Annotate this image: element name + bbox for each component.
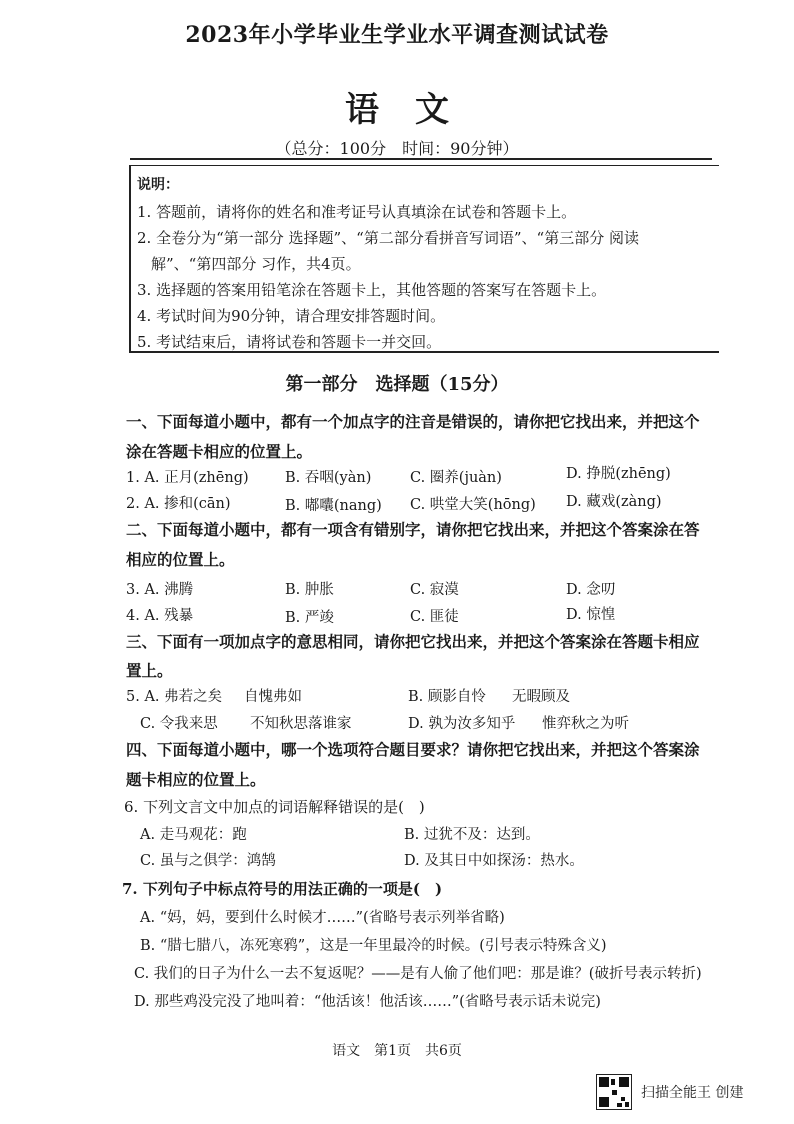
q2-option-c: C. 哄堂大笑(hōng): [410, 497, 536, 513]
q7-stem: 7. 下列句子中标点符号的用法正确的一项是( ): [122, 880, 443, 898]
qr-code-icon: [596, 1074, 632, 1110]
q1-option-a: 1. A. 正月(zhēng): [126, 470, 249, 486]
q4-option-c: C. 匪徒: [410, 609, 459, 625]
q2-option-a: 2. A. 掺和(cān): [126, 496, 231, 512]
q7-option-c: C. 我们的日子为什么一去不复返呢？——是有人偷了他们吧：那是谁？(破折号表示转折): [134, 966, 702, 982]
instructions-heading: 说明：: [137, 177, 179, 193]
subject-title: 语文: [345, 90, 485, 130]
q2-option-d: D. 藏戏(zàng): [566, 494, 662, 510]
q1-option-d: D. 挣脱(zhēng): [566, 466, 671, 482]
section-title: 第一部分 选择题（15分）: [285, 374, 509, 395]
page-footer: 语文 第1页 共6页: [332, 1043, 462, 1059]
q5-option-d-pair: 惟弈秋之为听: [542, 716, 629, 732]
q2-instruction: 二、下面每道小题中，都有一项含有错别字，请你把它找出来，并把这个答案涂在答: [126, 520, 700, 539]
instructions-box: [129, 165, 719, 353]
instruction-item: 5. 考试结束后，请将试卷和答题卡一并交回。: [137, 333, 442, 351]
q3-instruction: 三、下面有一项加点字的意思相同，请你把它找出来，并把这个答案涂在答题卡相应: [126, 632, 700, 651]
q3-option-b: B. 肿胀: [285, 582, 334, 598]
instruction-item: 4. 考试时间为90分钟，请合理安排答题时间。: [137, 307, 446, 325]
q1-option-c: C. 圈养(juàn): [410, 470, 502, 486]
q5-option-c: C. 令我来思: [140, 716, 218, 732]
q7-option-b: B. “腊七腊八，冻死寒鸦”，这是一年里最冷的时候。(引号表示特殊含义): [140, 938, 607, 954]
q2-instruction-cont: 相应的位置上。: [126, 550, 235, 569]
q1-instruction-cont: 涂在答题卡相应的位置上。: [126, 442, 313, 461]
exam-info: （总分：100分 时间：90分钟）: [275, 139, 519, 158]
instruction-item: 解”、“第四部分 习作，共4页。: [151, 255, 361, 273]
q3-instruction-cont: 置上。: [126, 661, 173, 680]
q5-option-c-pair: 不知秋思落谁家: [250, 716, 352, 732]
q1-option-b: B. 吞咽(yàn): [285, 470, 372, 486]
q4-option-b: B. 严竣: [285, 610, 334, 626]
q5-option-d: D. 孰为汝多知乎: [408, 716, 516, 732]
q6-option-c: C. 虽与之俱学：鸿鹄: [140, 853, 276, 869]
q6-option-a: A. 走马观花：跑: [140, 827, 247, 843]
q6-option-b: B. 过犹不及：达到。: [404, 827, 540, 843]
q2-option-b: B. 嘟囔(nang): [285, 498, 382, 514]
instruction-item: 1. 答题前，请将你的姓名和准考证号认真填涂在试卷和答题卡上。: [137, 203, 577, 221]
q4-option-a: 4. A. 残暴: [126, 608, 194, 624]
q5-option-a: 5. A. 弗若之矣: [126, 689, 223, 705]
q5-option-b: B. 顾影自怜: [408, 689, 486, 705]
exam-main-title: 2023年小学毕业生学业水平调查测试试卷: [185, 22, 609, 48]
q5-option-b-pair: 无暇顾及: [512, 689, 570, 705]
q7-option-d: D. 那些鸡没完没了地叫着：“他活该！他活该……”(省略号表示话未说完): [134, 994, 601, 1010]
q4-instruction-cont: 题卡相应的位置上。: [126, 770, 266, 789]
instruction-item: 3. 选择题的答案用铅笔涂在答题卡上，其他答题的答案写在答题卡上。: [137, 281, 607, 299]
q3-option-c: C. 寂漠: [410, 582, 459, 598]
q3-option-d: D. 念叨: [566, 582, 616, 598]
q7-option-a: A. “妈，妈，要到什么时候才……”(省略号表示列举省略): [140, 910, 505, 926]
q4-option-d: D. 惊惶: [566, 607, 616, 623]
q4-instruction: 四、下面每道小题中，哪一个选项符合题目要求？请你把它找出来，并把这个答案涂: [126, 740, 700, 759]
q6-option-d: D. 及其日中如探汤：热水。: [404, 853, 584, 869]
q5-option-a-pair: 自愧弗如: [244, 689, 302, 705]
scanner-watermark: 扫描全能王 创建: [641, 1085, 744, 1101]
q6-stem: 6. 下列文言文中加点的词语解释错误的是( ): [124, 798, 425, 816]
q3-option-a: 3. A. 沸腾: [126, 582, 194, 598]
top-divider: [130, 158, 712, 160]
q1-instruction: 一、下面每道小题中，都有一个加点字的注音是错误的，请你把它找出来，并把这个: [126, 412, 700, 431]
instruction-item: 2. 全卷分为“第一部分 选择题”、“第二部分看拼音写词语”、“第三部分 阅读: [137, 229, 639, 247]
